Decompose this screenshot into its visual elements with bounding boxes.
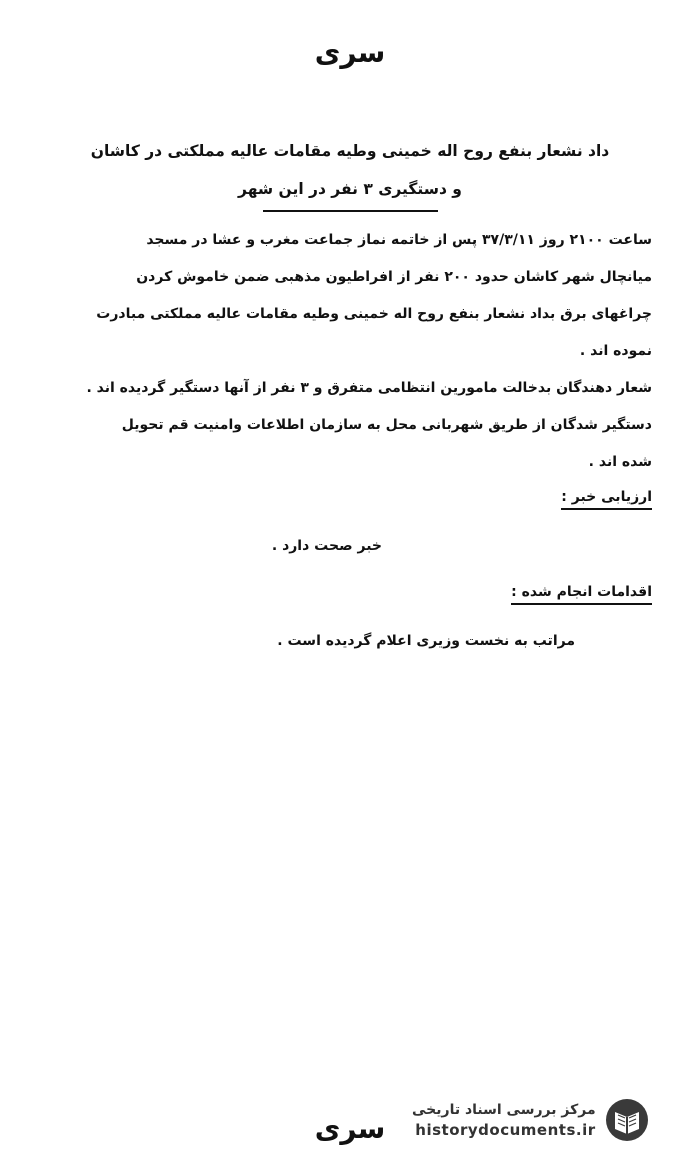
subject-line-1: داد نشعار بنفع روح اله خمینی وطیه مقامات عالیه مملکتی در کاشان <box>90 142 610 160</box>
body-line: دستگیر شدگان از طریق شهربانی محل به سازمان اطلاعات وامنیت قم تحویل <box>121 417 652 433</box>
watermark-org-name: مرکز بررسی اسناد تاریخی <box>412 1102 596 1118</box>
closing-note: مراتب به نخست وزیری اعلام گردیده است . <box>277 633 575 649</box>
subject-heading <box>60 132 640 212</box>
body-line: شده اند . <box>588 454 652 470</box>
assessment-value: خبر صحت دارد . <box>271 538 382 554</box>
book-emblem-icon <box>604 1097 650 1143</box>
body-line: میانچال شهر کاشان حدود ۲۰۰ نفر از افراطیون مذهبی ضمن خاموش کردن <box>136 269 652 285</box>
watermark-text <box>412 1100 596 1140</box>
archive-watermark <box>412 1092 694 1148</box>
classification-stamp-bottom: سری <box>314 1112 386 1145</box>
actions-heading <box>511 584 652 605</box>
body-line: چراغهای برق بداد نشعار بنفع روح اله خمینی وطیه مقامات عالیه مملکتی مبادرت <box>96 306 652 322</box>
body-line: ساعت ۲۱۰۰ روز ۳۷/۳/۱۱ پس از خاتمه نماز جماعت مغرب و عشا در مسجد <box>146 232 652 248</box>
body-line: نموده اند . <box>579 343 652 359</box>
body-line: شعار دهندگان بدخالت مامورین انتظامی متفرق و ۳ نفر از آنها دستگیر گردیده اند . <box>86 380 652 396</box>
classification-stamp-top: سری <box>314 36 386 69</box>
subject-underline <box>263 210 438 212</box>
actions-label: اقدامات انجام شده : <box>511 584 652 600</box>
assessment-heading <box>561 489 652 510</box>
report-body <box>42 222 652 481</box>
watermark-website: historydocuments.ir <box>415 1121 596 1139</box>
assessment-underline <box>561 508 652 510</box>
subject-line-2: و دستگیری ۳ نفر در این شهر <box>238 180 462 198</box>
actions-underline <box>511 603 652 605</box>
assessment-label: ارزیابی خبر : <box>561 489 652 505</box>
